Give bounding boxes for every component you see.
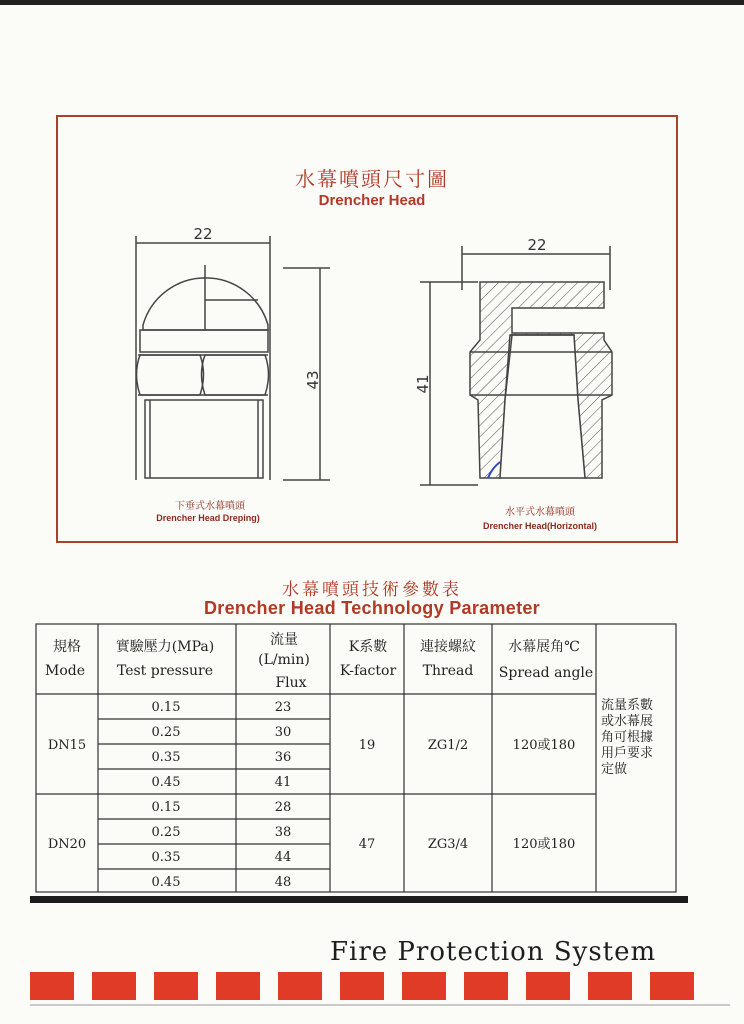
pressure-cell: 0.25 [151, 825, 181, 840]
angle-cell: 120或180 [512, 837, 576, 852]
red-block [340, 972, 384, 1000]
flux-cell: 48 [274, 875, 292, 890]
left-caption-en: Drencher Head Dreping) [156, 513, 260, 523]
flux-cell: 41 [274, 775, 292, 790]
angle-cell: 120或180 [512, 738, 576, 753]
red-block [464, 972, 508, 1000]
red-block [216, 972, 260, 1000]
flux-cell: 44 [274, 850, 292, 865]
red-block [154, 972, 198, 1000]
thread-cell: ZG3/4 [427, 837, 469, 852]
right-height-dimension: 41 [414, 374, 432, 394]
right-caption-en: Drencher Head(Horizontal) [482, 521, 598, 531]
thread-cell: ZG1/2 [427, 738, 469, 753]
left-width-dimension: 22 [193, 225, 213, 243]
group-mode: DN20 [47, 837, 87, 852]
red-block [402, 972, 446, 1000]
pressure-cell: 0.15 [151, 800, 181, 815]
red-block [278, 972, 322, 1000]
drawing-title-en: Drencher Head [318, 192, 426, 209]
drawing-title-cn: 水幕噴頭尺寸圖 [295, 167, 449, 191]
pressure-cell: 0.35 [151, 850, 181, 865]
bottom-gray-line [30, 1004, 730, 1006]
right-caption-cn: 水平式水幕噴頭 [505, 507, 575, 518]
red-block [588, 972, 632, 1000]
flux-cell: 38 [274, 825, 292, 840]
k-factor-cell: 19 [358, 738, 376, 753]
bottom-divider-bar [30, 896, 688, 903]
table-title-en: Drencher Head Technology Parameter [204, 598, 540, 618]
header-pressure-en: Test pressure [116, 663, 214, 679]
header-angle-cn: 水幕展角℃ [508, 639, 580, 655]
flux-cell: 23 [274, 700, 292, 715]
note-line: 流量系數 [601, 698, 654, 713]
header-mode-en: Mode [44, 663, 86, 679]
right-width-dimension: 22 [527, 236, 547, 254]
header-thread-cn: 連接螺紋 [420, 639, 476, 655]
header-flux-en: Flux [275, 675, 307, 691]
pressure-cell: 0.15 [151, 700, 181, 715]
header-k-en: K-factor [339, 663, 397, 679]
flux-cell: 28 [274, 800, 292, 815]
header-angle-en: Spread angle [498, 665, 594, 681]
red-block [30, 972, 74, 1000]
note-line: 或水幕展 [601, 714, 654, 729]
red-block [526, 972, 570, 1000]
header-flux-cn: 流量 [270, 632, 298, 648]
note-line: 角可根據 [601, 730, 654, 745]
footer-title: Fire Protection System [330, 937, 657, 967]
pressure-cell: 0.25 [151, 725, 181, 740]
pressure-cell: 0.35 [151, 750, 181, 765]
table-title-cn: 水幕噴頭技術參數表 [282, 580, 462, 600]
pressure-cell: 0.45 [151, 775, 181, 790]
pressure-cell: 0.45 [151, 875, 181, 890]
left-caption-cn: 下垂式水幕噴頭 [175, 501, 245, 512]
flux-cell: 30 [274, 725, 292, 740]
red-block [650, 972, 694, 1000]
header-flux-unit: (L/min) [258, 652, 310, 668]
note-line: 定做 [601, 762, 628, 777]
flux-cell: 36 [274, 750, 292, 765]
k-factor-cell: 47 [358, 837, 376, 852]
header-mode-cn: 規格 [53, 639, 81, 655]
group-mode: DN15 [47, 738, 87, 753]
header-pressure-cn: 實驗壓力(MPa) [115, 639, 215, 655]
header-thread-en: Thread [422, 663, 474, 679]
header-k-cn: K系數 [348, 639, 388, 655]
red-block [92, 972, 136, 1000]
left-height-dimension: 43 [304, 370, 322, 390]
note-line: 用戶要求 [601, 746, 654, 761]
